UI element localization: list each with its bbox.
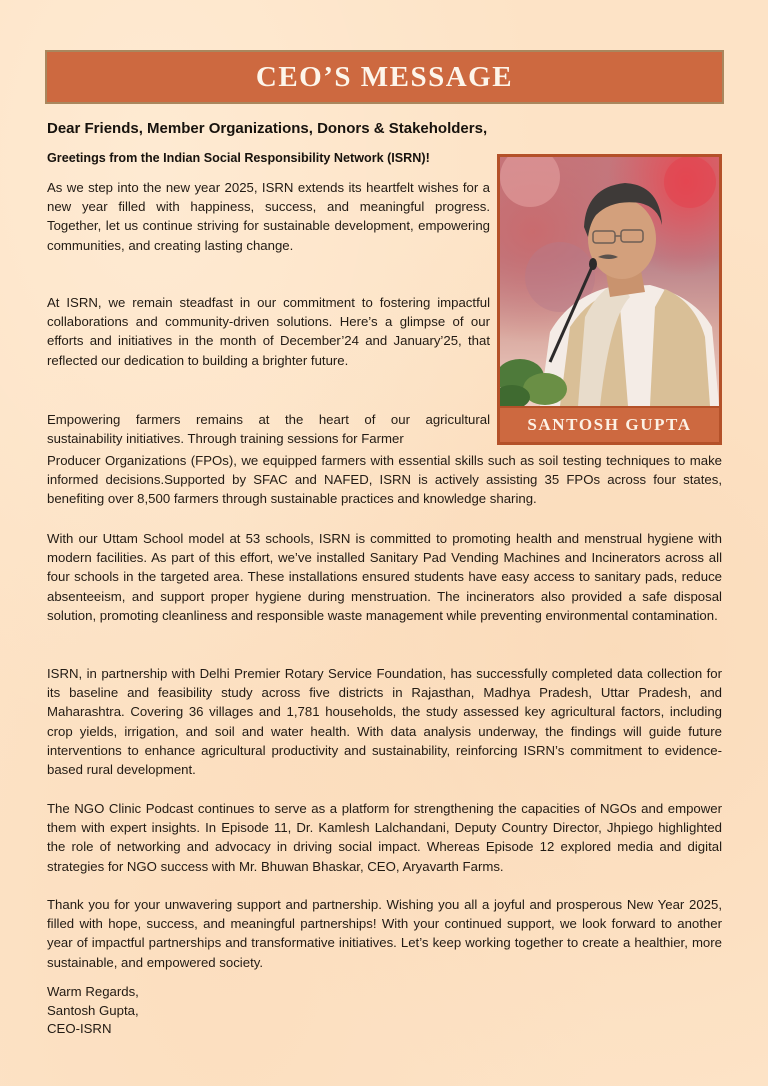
paragraph-farmers: Producer Organizations (FPOs), we equipped farmers with essential skills such as soil testing techniques to make informed decisions.Supported by SFAC and NAFED, ISRN is actively assisting 35 FPOs across four states, benefiting over 8,500 farmers through sustainable practices and knowledge sharing.	[47, 453, 722, 507]
paragraph-new-year-wishes: As we step into the new year 2025, ISRN extends its heartfelt wishes for a new year filled with happiness, success, and meaningful progress. Together, let us continue striving for sustainable development, empowering communities, and creating lasting change.	[47, 180, 490, 253]
paragraph-farmers-line1: Empowering farmers remains at the heart of our agricultural	[47, 412, 490, 427]
signoff-closing: Warm Regards,	[47, 984, 139, 999]
paragraph-baseline-study: ISRN, in partnership with Delhi Premier Rotary Service Foundation, has successfully completed data collection for its baseline and feasibility study across five districts in Rajasthan, Madhya Pradesh, Uttar Pradesh, and Maharashtra. Covering 36 villages and 1,781 households, the study assessed key agricultural factors, including crop yields, irrigation, and soil and water health. With data analysis underway, the findings will guide future interventions to enhance agricultural productivity and sustainability, reinforcing ISRN’s commitment to evidence-based rural development.	[47, 666, 722, 778]
paragraph-ngo-podcast: The NGO Clinic Podcast continues to serve as a platform for strengthening the capacities of NGOs and empower them with expert insights. In Episode 11, Dr. Kamlesh Lalchandani, Deputy Country Director, Jhpiego highlighted the role of networking and advocacy in driving social impact. Whereas Episode 12 explored media and digital strategies for NGO success with Mr. Bhuwan Bhaskar, CEO, Aryavarth Farms.	[47, 801, 722, 874]
paragraph-commitment: At ISRN, we remain steadfast in our commitment to fostering impactful collaborations and community-driven solutions. Here’s a glimpse of our efforts and initiatives in the month of December’24 and January’25, that reflected our dedication to building a brighter future.	[47, 295, 490, 368]
signoff-title: CEO-ISRN	[47, 1021, 112, 1037]
paragraph-farmers-line2: sustainability initiatives. Through training sessions for Farmer	[47, 431, 404, 447]
signoff	[47, 983, 139, 1039]
greeting-heading: Greetings from the Indian Social Responsibility Network (ISRN)!	[47, 151, 430, 165]
ceo-name: SANTOSH GUPTA	[527, 415, 692, 434]
ceo-profile-card	[497, 154, 722, 445]
paragraph-thank-you: Thank you for your unwavering support and partnership. Wishing you all a joyful and prosperous New Year 2025, filled with hope, success, and meaningful partnerships! With your continued support, we look forward to another year of impactful partnerships and transformative initiatives. Let’s keep working together to create a healthier, more sustainable, and empowered society.	[47, 897, 722, 970]
ceo-portrait-illustration	[500, 157, 719, 406]
paragraph-farmers-intro	[47, 410, 490, 448]
page-title-banner	[45, 50, 724, 104]
ceo-name-label	[500, 408, 719, 442]
ceo-photo	[500, 157, 719, 406]
paragraph-uttam-school: With our Uttam School model at 53 schools, ISRN is committed to promoting health and menstrual hygiene with modern facilities. As part of this effort, we’ve installed Sanitary Pad Vending Machines and Incinerators across all four schools in the targeted area. These installations ensured students have easy access to sanitary pads, reduce absenteeism, and support proper hygiene during menstruation. The incinerators also provided a safe disposal solution, promoting cleanliness and responsible waste management while preventing environmental contamination.	[47, 531, 722, 623]
page-title: CEO’S MESSAGE	[255, 60, 514, 93]
signoff-name: Santosh Gupta,	[47, 1002, 139, 1018]
salutation: Dear Friends, Member Organizations, Donors & Stakeholders,	[47, 120, 488, 137]
